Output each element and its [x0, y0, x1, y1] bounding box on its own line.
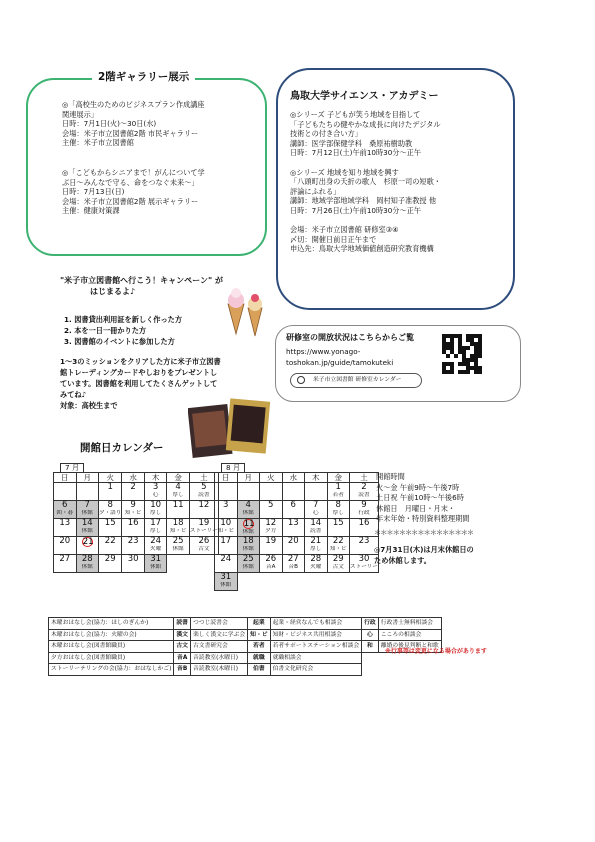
hours-line: 開館時間: [376, 472, 405, 481]
day-number: 9: [130, 500, 136, 510]
day-event: 心: [312, 510, 319, 516]
calendar-day: [167, 501, 190, 519]
academy-line: 申込先：鳥取大学地域価値創造研究教育機構: [290, 244, 434, 254]
weekday-header: 水: [122, 473, 145, 483]
day-event: 読書: [310, 528, 322, 534]
legend-description: 木曜おはなし会(協力：ほしのぎんか): [49, 618, 174, 630]
academy-line: 日時：7月12日(土)午前10時30分～正午: [290, 148, 422, 158]
day-number: 25: [172, 536, 184, 546]
mission-item: 1. 図書貸出利用証を新しく作った方: [64, 315, 183, 324]
academy-line: 評論にふれる」: [290, 186, 341, 196]
calendar-day: [327, 537, 350, 555]
trading-card-illustration: [188, 398, 274, 458]
calendar-day: [260, 519, 283, 537]
day-number: 30: [358, 554, 370, 564]
legend-code: [362, 652, 379, 664]
day-number: 28: [81, 554, 93, 564]
notice-line: ため休館します。: [374, 555, 431, 565]
calendar-day: [215, 501, 238, 519]
calendar-day: [282, 483, 305, 501]
calendar-day: [99, 483, 122, 501]
circled-day-number: 21: [82, 537, 94, 547]
academy-line: [290, 158, 510, 168]
day-number: 1: [335, 482, 341, 492]
gallery-item-1-line: 関連展示」: [62, 109, 98, 119]
legend-code: 若者: [248, 641, 270, 653]
day-event: 厚し: [332, 510, 344, 516]
day-number: 5: [268, 500, 274, 510]
day-event: 厚し: [150, 510, 162, 516]
day-event: 古文: [198, 546, 210, 552]
day-number: 13: [59, 518, 71, 528]
day-number: 31: [220, 572, 232, 582]
day-number: 6: [290, 500, 296, 510]
legend-code: 音B: [174, 664, 191, 676]
calendar-day: [122, 501, 145, 519]
day-number: 1: [107, 482, 113, 492]
day-number: 30: [127, 554, 139, 564]
legend-description: 起業・経営なんでも相談会: [270, 618, 362, 630]
event-legend: [48, 617, 442, 676]
legend-code: 行政: [362, 618, 379, 630]
day-event: 休館: [81, 528, 93, 534]
weekday-header: 日: [54, 473, 77, 483]
day-number: 15: [332, 518, 344, 528]
legend-description: 行政書士無料相談会: [378, 618, 441, 630]
gallery-item-2-line: 会場：米子市立図書館2階 展示ギャラリー: [62, 196, 199, 206]
day-event: 厚し: [150, 528, 162, 534]
legend-description: 木曜おはなし会(協力：火曜の会): [49, 629, 174, 641]
calendar-day: [167, 555, 190, 573]
calendar-day: [327, 483, 350, 501]
day-event: 知・ビ: [124, 510, 142, 516]
calendar-day: [54, 501, 77, 519]
day-event: 休館: [242, 564, 254, 570]
academy-line: 技術との付き合い方」: [290, 129, 362, 139]
gallery-item-1-line: ◎「高校生のためのビジネスプラン作成講座: [62, 100, 205, 109]
academy-line: 〆切：開催日前日正午まで: [290, 234, 377, 244]
calendar-day: [122, 483, 145, 501]
day-event: 行政: [358, 510, 370, 516]
day-event: 火曜: [150, 546, 162, 552]
gallery-item-1: [62, 100, 262, 148]
legend-description: 夕方おはなし会(図書館職員): [49, 652, 174, 664]
campaign-body-line: ています。図書館を利用してたくさんゲットして: [60, 379, 218, 388]
day-number: 25: [242, 554, 254, 564]
mission-item: 2. 本を一日一冊かりた方: [64, 326, 147, 335]
legend-description: 若者サポートステーション相談会: [270, 641, 362, 653]
weekday-header: 木: [144, 473, 167, 483]
legend-code: 音A: [174, 652, 191, 664]
day-number: 21: [310, 536, 322, 546]
day-event: 厚し: [172, 492, 184, 498]
weekday-header: 木: [305, 473, 328, 483]
day-number: 7: [313, 500, 319, 510]
academy-line: 講師：地域学部地域学科 岡村知子准教授 他: [290, 196, 437, 206]
gallery-item-2-line: 主催：健康対策課: [62, 206, 120, 216]
calendar-day: [327, 501, 350, 519]
calendar-day: [122, 519, 145, 537]
legend-code: 和: [362, 641, 379, 653]
legend-code: 起業: [248, 618, 270, 630]
gallery-item-2-line: ◎「こどもからシニアまで！がんについて学: [62, 168, 205, 177]
day-number: 31: [150, 554, 162, 564]
day-number: 22: [332, 536, 344, 546]
campaign-body-line: みてね♪: [60, 390, 87, 399]
weekday-header: 土: [350, 473, 379, 483]
gallery-item-2: [62, 168, 262, 216]
calendar-day: [76, 501, 99, 519]
calendar-day: [215, 519, 238, 537]
weekday-header: 水: [282, 473, 305, 483]
calendar-day: [76, 519, 99, 537]
calendar-title: 開館日カレンダー: [80, 442, 164, 454]
weekday-header: 土: [189, 473, 218, 483]
day-number: 3: [223, 500, 229, 510]
day-number: 18: [242, 536, 254, 546]
day-number: 22: [104, 536, 116, 546]
calendar-day: [237, 555, 260, 573]
day-number: 20: [287, 536, 299, 546]
calendar-day: [237, 483, 260, 501]
legend-code: 心: [362, 629, 379, 641]
day-number: 4: [245, 500, 251, 510]
day-number: 11: [172, 500, 184, 510]
day-number: 9: [361, 500, 367, 510]
day-event: 休館: [150, 564, 162, 570]
day-event: 心: [152, 492, 159, 498]
legend-description: 伯書文化研究会: [270, 664, 362, 676]
gallery-item-1-line: 日時：7月1日(火)～30日(水): [62, 119, 157, 129]
day-number: 13: [287, 518, 299, 528]
legend-description: 音読教室(木曜日): [190, 664, 247, 676]
day-number: 19: [198, 518, 210, 528]
calendar-day: [76, 537, 99, 555]
calendar-day: [167, 483, 190, 501]
calendar-day: [237, 573, 260, 591]
day-number: 19: [265, 536, 277, 546]
calendar-day: [350, 573, 379, 591]
legend-description: 就職相談会: [270, 652, 362, 664]
calendar-day: [282, 537, 305, 555]
calendar-day: [99, 501, 122, 519]
calendar-day: [305, 483, 328, 501]
day-event: 知・ビ: [169, 528, 187, 534]
calendar-day: [305, 519, 328, 537]
weekday-header: 火: [99, 473, 122, 483]
day-event: 音B: [288, 564, 298, 570]
calendar-day: [237, 537, 260, 555]
day-number: 7: [84, 500, 90, 510]
gallery-item-2-line: 日時：7月13日(日): [62, 187, 125, 197]
legend-description: 離婚の後見判断と和歌: [378, 641, 441, 653]
day-event: 厚し: [310, 546, 322, 552]
calendar-day: [144, 537, 167, 555]
day-event: 休館: [242, 529, 254, 535]
day-number: 24: [220, 554, 232, 564]
weekday-header: 月: [237, 473, 260, 483]
weekday-header: 金: [167, 473, 190, 483]
calendar-day: [260, 555, 283, 573]
day-event: 休館: [172, 546, 184, 552]
day-number: 2: [361, 482, 367, 492]
day-event: 休館: [81, 510, 93, 516]
day-number: 6: [62, 500, 68, 510]
weekday-header: 火: [260, 473, 283, 483]
day-number: 12: [265, 518, 277, 528]
legend-description: こころの相談会: [378, 629, 441, 641]
calendar-day: [99, 555, 122, 573]
calendar-day: [350, 501, 379, 519]
day-number: 18: [172, 518, 184, 528]
closing-notice: [374, 545, 554, 566]
july-label: 7 月: [60, 463, 84, 473]
calendar-day: [144, 519, 167, 537]
calendar-day: [215, 483, 238, 501]
day-event: 音A: [266, 564, 276, 570]
divider: ＊＊＊＊＊＊＊＊＊＊＊＊＊＊＊＊: [374, 528, 474, 537]
day-event: 知・ビ: [329, 546, 347, 552]
legend-description: ストーリーテリングの会(協力：おはなしかご): [49, 664, 174, 676]
august-calendar: [214, 472, 379, 591]
calendar-day: [237, 519, 260, 537]
weekday-header: 日: [215, 473, 238, 483]
calendar-day: [305, 555, 328, 573]
mission-item: 3. 図書館のイベントに参加した方: [64, 337, 175, 346]
day-event: 休館: [81, 564, 93, 570]
day-number: [77, 537, 99, 547]
search-box[interactable]: [290, 373, 422, 388]
calendar-day: [54, 537, 77, 555]
academy-line: ◎シリーズ 子どもが笑う地域を目指して: [290, 110, 421, 119]
academy-line: 会場：米子市立図書館 研修室③④: [290, 225, 399, 235]
calendar-day: [122, 555, 145, 573]
day-number: 28: [310, 554, 322, 564]
hours-line: 火～金 午前9時～午後7時: [376, 482, 460, 492]
day-number: [238, 519, 260, 529]
day-event: 若者: [332, 492, 344, 498]
calendar-day: [305, 537, 328, 555]
legend-code: 伯書: [248, 664, 270, 676]
opening-hours: [376, 472, 546, 525]
calendar-day: [144, 501, 167, 519]
calendar-day: [260, 501, 283, 519]
day-number: 27: [287, 554, 299, 564]
calendar-day: [144, 483, 167, 501]
calendar-day: [99, 537, 122, 555]
day-event: 読書: [358, 492, 370, 498]
calendar-day: [305, 501, 328, 519]
day-number: 16: [358, 518, 370, 528]
day-number: 23: [358, 536, 370, 546]
campaign-body-line: 1～3のミッションをクリアした方に米子市立図書: [60, 357, 221, 366]
day-number: 16: [127, 518, 139, 528]
day-number: 23: [127, 536, 139, 546]
day-number: 29: [104, 554, 116, 564]
room-url-line[interactable]: toshokan.jp/guide/tamokuteki: [286, 358, 394, 367]
legend-code: 漢文: [174, 629, 191, 641]
day-number: 3: [152, 482, 159, 492]
notice-line: ◎7月31日(木)は月末休館日の: [374, 545, 474, 554]
academy-line: 「子どもたちの健やかな成長に向けたデジタル: [290, 119, 441, 129]
change-note: ※行事等は変更になる場合があります: [385, 648, 487, 655]
day-number: 29: [332, 554, 344, 564]
qr-code[interactable]: [442, 334, 482, 374]
day-event: 知・ビ: [217, 528, 235, 534]
legend-description: 木曜おはなし会(図書館職員): [49, 641, 174, 653]
day-number: 14: [310, 518, 322, 528]
calendar-day: [282, 573, 305, 591]
academy-line: 日時：7月26日(土)午前10時30分～正午: [290, 205, 422, 215]
calendar-day: [260, 573, 283, 591]
legend-description: 楽しく漢文に学ぶ会: [190, 629, 247, 641]
academy-line: [290, 216, 510, 226]
calendar-day: [282, 555, 305, 573]
legend-description: 知財・ビジネス共用相談会: [270, 629, 362, 641]
day-event: 火曜: [310, 564, 322, 570]
calendar-day: [144, 555, 167, 573]
calendar-day: [305, 573, 328, 591]
day-number: 20: [59, 536, 71, 546]
legend-code: 知・ビ: [248, 629, 270, 641]
gallery-item-2-line: ぶ日～みんなで守る、命をつなぐ未来～」: [62, 177, 199, 187]
day-event: 休館: [220, 582, 232, 588]
academy-title: 鳥取大学サイエンス・アカデミー: [290, 91, 439, 102]
calendar-day: [76, 483, 99, 501]
room-url-line[interactable]: https://www.yonago-: [286, 347, 361, 356]
day-event: 休館: [242, 510, 254, 516]
gallery-item-1-line: 主催：米子市立図書館: [62, 138, 134, 148]
day-event: ストーリー: [350, 564, 378, 570]
calendar-day: [76, 555, 99, 573]
campaign-body-line: 館トレーディングカードやしおりをプレゼントし: [60, 368, 218, 377]
calendar-day: [327, 519, 350, 537]
calendar-day: [282, 519, 305, 537]
calendar-day: [282, 501, 305, 519]
calendar-day: [327, 555, 350, 573]
hours-line: 土日祝 午前10時～午後6時: [376, 493, 464, 502]
day-number: 15: [104, 518, 116, 528]
day-event: 囲・碁: [56, 510, 74, 516]
campaign-title-line: "米子市立図書館へ行こう！キャンペーン" が: [60, 276, 223, 285]
calendar-day: [215, 573, 238, 591]
august-label: 8 月: [221, 463, 245, 473]
calendar-day: [99, 519, 122, 537]
day-number: 14: [81, 518, 93, 528]
day-event: 読書: [198, 492, 210, 498]
hours-line: 年末年始・特別資料整理期間: [376, 514, 470, 523]
day-number: 5: [201, 482, 207, 492]
campaign-title-line: はじまるよ♪: [90, 286, 136, 296]
search-icon: [297, 376, 305, 384]
circled-day-number: 11: [243, 519, 255, 529]
legend-code: [362, 664, 379, 676]
day-number: 8: [335, 500, 341, 510]
calendar-day: [167, 519, 190, 537]
gallery-title: 2階ギャラリー展示: [92, 69, 195, 84]
gallery-item-1-line: 会場：米子市立図書館2階 市民ギャラリー: [62, 128, 199, 138]
day-number: 2: [130, 482, 136, 492]
weekday-header: 金: [327, 473, 350, 483]
day-number: 10: [150, 500, 162, 510]
academy-line: 「八頭町出身の夭折の歌人 杉原一司の短歌・: [290, 177, 441, 187]
legend-description: つつじ読書会: [190, 618, 247, 630]
legend-code: 読書: [174, 618, 191, 630]
day-number: 24: [150, 536, 162, 546]
day-event: 夕・語り: [99, 510, 122, 516]
day-number: 26: [198, 536, 210, 546]
weekday-header: 月: [76, 473, 99, 483]
legend-code: 就職: [248, 652, 270, 664]
calendar-day: [215, 537, 238, 555]
ice-cream-illustration: [222, 282, 268, 338]
july-calendar: [53, 472, 219, 573]
day-event: 古文: [332, 564, 344, 570]
legend-description: 古文書研究会: [190, 641, 247, 653]
day-event: 休館: [242, 546, 254, 552]
day-number: 17: [220, 536, 232, 546]
calendar-day: [260, 483, 283, 501]
legend-code: 古文: [174, 641, 191, 653]
day-number: 27: [59, 554, 71, 564]
legend-description: [378, 664, 441, 676]
calendar-day: [327, 573, 350, 591]
day-number: 26: [265, 554, 277, 564]
academy-body: [290, 110, 510, 254]
campaign-target: 対象：高校生まで: [60, 401, 118, 410]
calendar-day: [54, 555, 77, 573]
hours-line: 休館日 月曜日・月末・: [376, 503, 456, 513]
calendar-day: [54, 519, 77, 537]
calendar-day: [260, 537, 283, 555]
calendar-day: [215, 555, 238, 573]
room-availability-title: 研修室の開放状況はこちらからご覧: [286, 333, 414, 342]
legend-description: 音読教室(水曜日): [190, 652, 247, 664]
day-number: 12: [198, 500, 210, 510]
calendar-day: [54, 483, 77, 501]
search-box-text: 米子市立図書館 研修室カレンダー: [313, 377, 402, 383]
calendar-day: [122, 537, 145, 555]
academy-line: 講師：医学部保健学科 桑原祐樹助教: [290, 138, 413, 148]
calendar-day: [350, 483, 379, 501]
day-event: 夕方: [265, 528, 277, 534]
qr-module: [478, 370, 482, 374]
calendar-day: [167, 537, 190, 555]
day-number: 10: [220, 518, 232, 528]
day-number: 17: [150, 518, 162, 528]
day-number: 4: [175, 482, 181, 492]
academy-line: ◎シリーズ 地域を知り地域を興す: [290, 167, 399, 177]
day-event: ストーリー: [189, 528, 218, 534]
day-number: 8: [107, 500, 113, 510]
calendar-day: [237, 501, 260, 519]
